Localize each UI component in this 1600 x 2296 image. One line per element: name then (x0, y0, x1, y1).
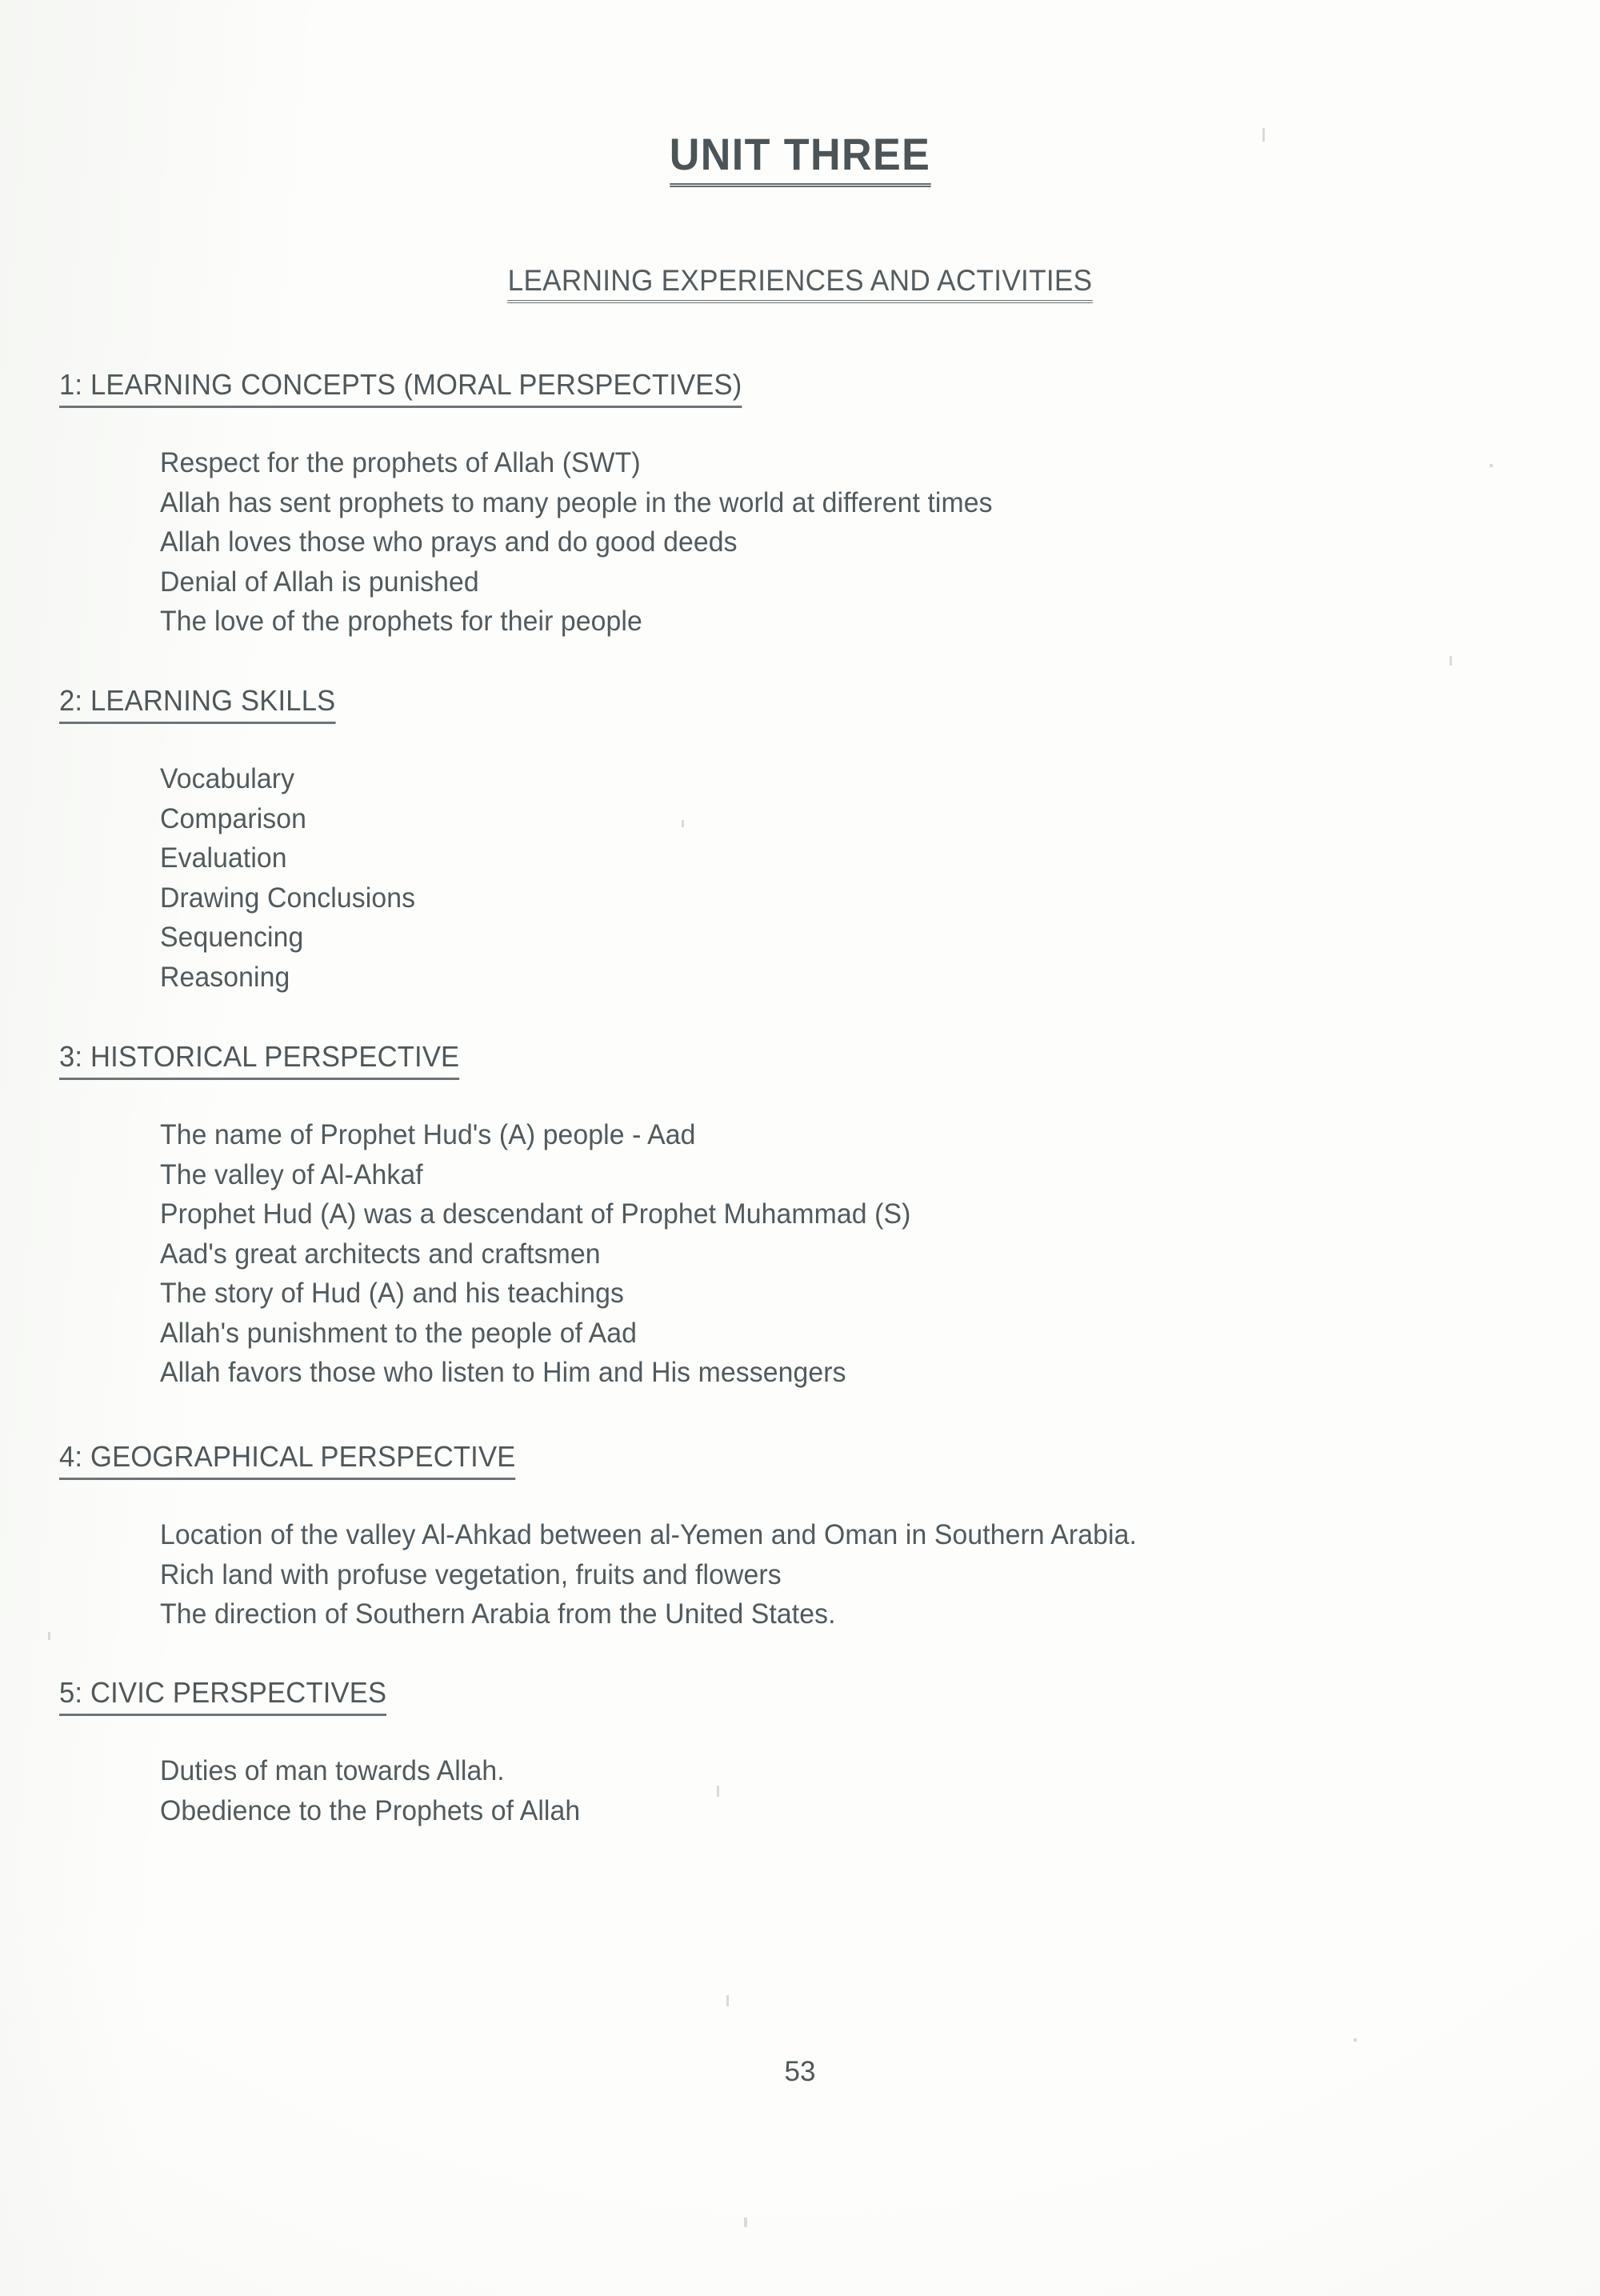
body-line: The valley of Al-Ahkaf (160, 1158, 423, 1190)
body-line: Obedience to the Prophets of Allah (160, 1794, 581, 1826)
section-heading: 2: LEARNING SKILLS (59, 684, 335, 724)
body-line: Drawing Conclusions (160, 882, 416, 914)
section-body (59, 1751, 1547, 1830)
section-historical-perspective (59, 1040, 1547, 1393)
body-line: The story of Hud (A) and his teachings (160, 1278, 625, 1309)
body-line: The name of Prophet Hud's (A) people - Aad (160, 1119, 696, 1150)
body-line: Prophet Hud (A) was a descendant of Prophet Muhammad (S) (160, 1198, 911, 1230)
body-line: Respect for the prophets of Allah (SWT) (160, 447, 641, 478)
body-line: Allah's punishment to the people of Aad (160, 1317, 638, 1349)
page-subtitle (40, 264, 1560, 298)
body-line: Evaluation (160, 842, 287, 874)
body-line: Rich land with profuse vegetation, fruits and flowers (160, 1558, 782, 1590)
body-line: Duties of man towards Allah. (160, 1755, 505, 1786)
body-line: Aad's great architects and craftsmen (160, 1238, 601, 1270)
section-heading: 3: HISTORICAL PERSPECTIVE (59, 1040, 459, 1080)
body-line: Allah loves those who prays and do good deeds (160, 526, 738, 558)
page-subtitle-text: LEARNING EXPERIENCES AND ACTIVITIES (508, 264, 1093, 303)
body-line: Reasoning (160, 961, 290, 993)
body-line: Allah favors those who listen to Him and His messengers (160, 1357, 846, 1388)
body-line: Comparison (160, 802, 307, 834)
body-line: Allah has sent prophets to many people in the world at different times (160, 486, 993, 518)
body-line: Location of the valley Al-Ahkad between al-Yemen and Oman in Southern Arabia. (160, 1519, 1137, 1550)
page-number: 53 (784, 2056, 816, 2087)
section-body (59, 1515, 1547, 1634)
section-heading: 1: LEARNING CONCEPTS (MORAL PERSPECTIVES) (59, 368, 742, 408)
page-title-text: UNIT THREE (670, 129, 930, 187)
section-body (59, 1115, 1547, 1393)
section-body (59, 443, 1547, 642)
section-body (59, 759, 1547, 997)
body-line: Vocabulary (160, 763, 295, 794)
section-heading: 4: GEOGRAPHICAL PERSPECTIVE (59, 1440, 515, 1480)
body-line: Sequencing (160, 922, 304, 953)
section-heading: 5: CIVIC PERSPECTIVES (59, 1676, 386, 1716)
body-line: The direction of Southern Arabia from the United States. (160, 1598, 836, 1630)
body-line: The love of the prophets for their people (160, 606, 642, 637)
section-geographical-perspective (59, 1440, 1547, 1634)
section-civic-perspectives (59, 1676, 1547, 1830)
section-learning-skills (59, 684, 1547, 997)
page-title (56, 128, 1544, 180)
body-line: Denial of Allah is punished (160, 566, 479, 598)
section-learning-concepts (59, 368, 1547, 642)
